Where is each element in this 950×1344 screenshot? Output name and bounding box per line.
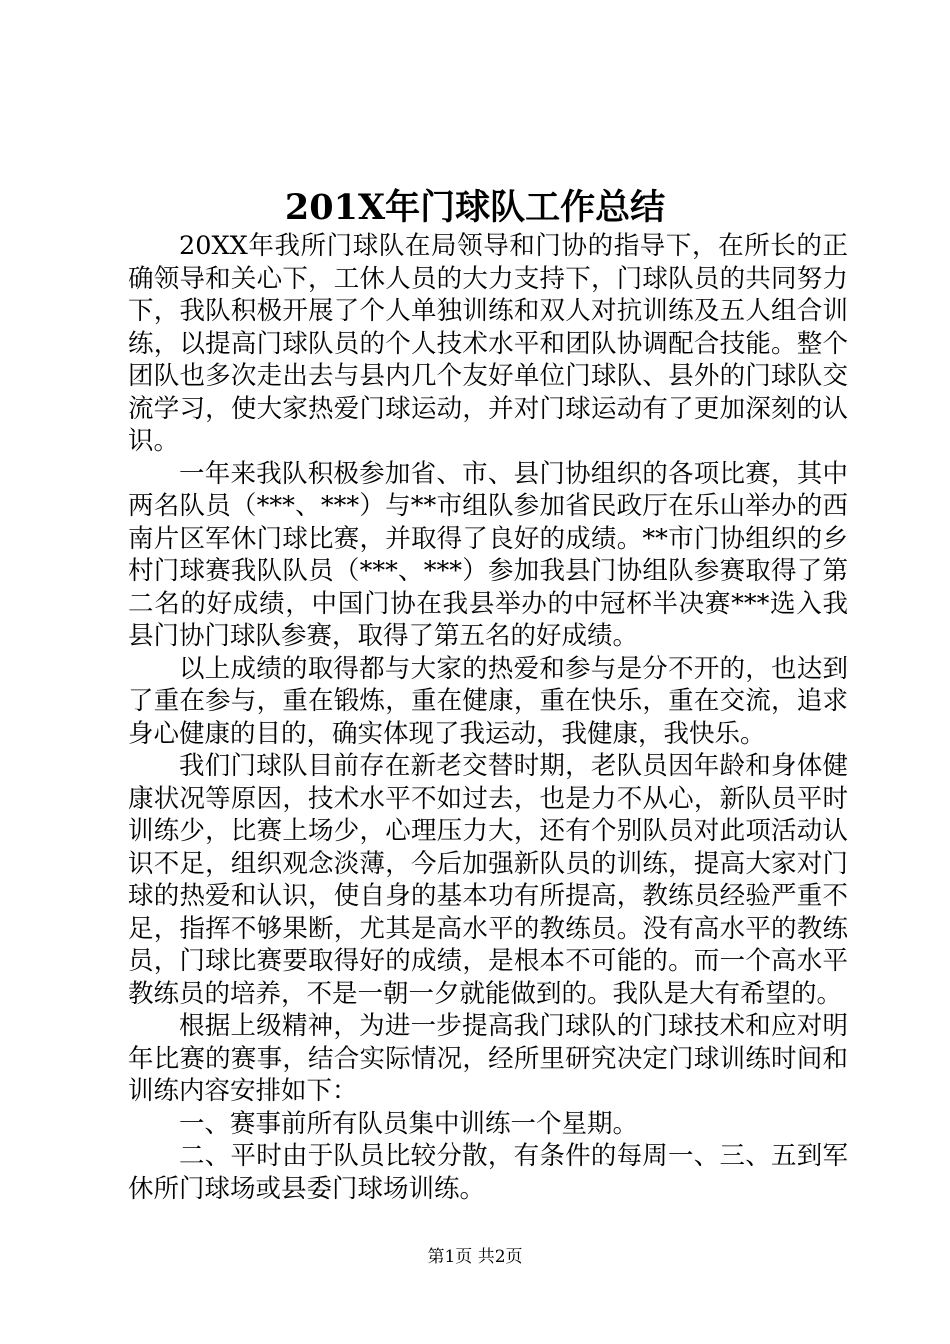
paragraph: 我们门球队目前存在新老交替时期，老队员因年龄和身体健康状况等原因，技术水平不如过去，也是力不从心，新队员平时训练少，比赛上场少，心理压力大，还有个别队员对此项活动认识不足，组织观念淡薄，今后加强新队员的训练，提高大家对门球的热爱和认识，使自身的基本功有所提高，教练员经验严重不足，指挥不够果断，尤其是高水平的教练员。没有高水平的教练员，门球比赛要取得好的成绩，是根本不可能的。而一个高水平教练员的培养，不是一朝一夕就能做到的。我队是大有希望的。 [128, 751, 848, 1009]
paragraph: 一、赛事前所有队员集中训练一个星期。 [179, 1108, 639, 1139]
paragraph: 以上成绩的取得都与大家的热爱和参与是分不开的，也达到了重在参与，重在锻炼，重在健康，重在快乐，重在交流，追求身心健康的目的，确实体现了我运动，我健康，我快乐。 [128, 653, 848, 749]
page-footer: 第1页 共2页 [427, 1247, 523, 1267]
paragraph: 根据上级精神，为进一步提高我门球队的门球技术和应对明年比赛的赛事，结合实际情况，经所里研究决定门球训练时间和训练内容安排如下： [128, 1011, 848, 1106]
document-body [128, 230, 848, 1205]
document-title: 201X年门球队工作总结 [284, 187, 666, 228]
paragraph: 二、平时由于队员比较分散，有条件的每周一、三、五到军休所门球场或县委门球场训练。 [128, 1141, 848, 1204]
paragraph: 一年来我队积极参加省、市、县门协组织的各项比赛，其中两名队员（***、***）与**市组队参加省民政厅在乐山举办的西南片区军休门球比赛，并取得了良好的成绩。**市门协组织的乡村门球赛我队队员（***、***）参加我县门协组队参赛取得了第二名的好成绩，中国门协在我县举办的中冠杯半决赛***选入我县门协门球队参赛，取得了第五名的好成绩。 [128, 458, 848, 651]
paragraph: 20XX年我所门球队在局领导和门协的指导下，在所长的正确领导和关心下，工休人员的大力支持下，门球队员的共同努力下，我队积极开展了个人单独训练和双人对抗训练及五人组合训练，以提高门球队员的个人技术水平和团队协调配合技能。整个团队也多次走出去与县内几个友好单位门球队、县外的门球队交流学习，使大家热爱门球运动，并对门球运动有了更加深刻的认识。 [128, 231, 848, 456]
